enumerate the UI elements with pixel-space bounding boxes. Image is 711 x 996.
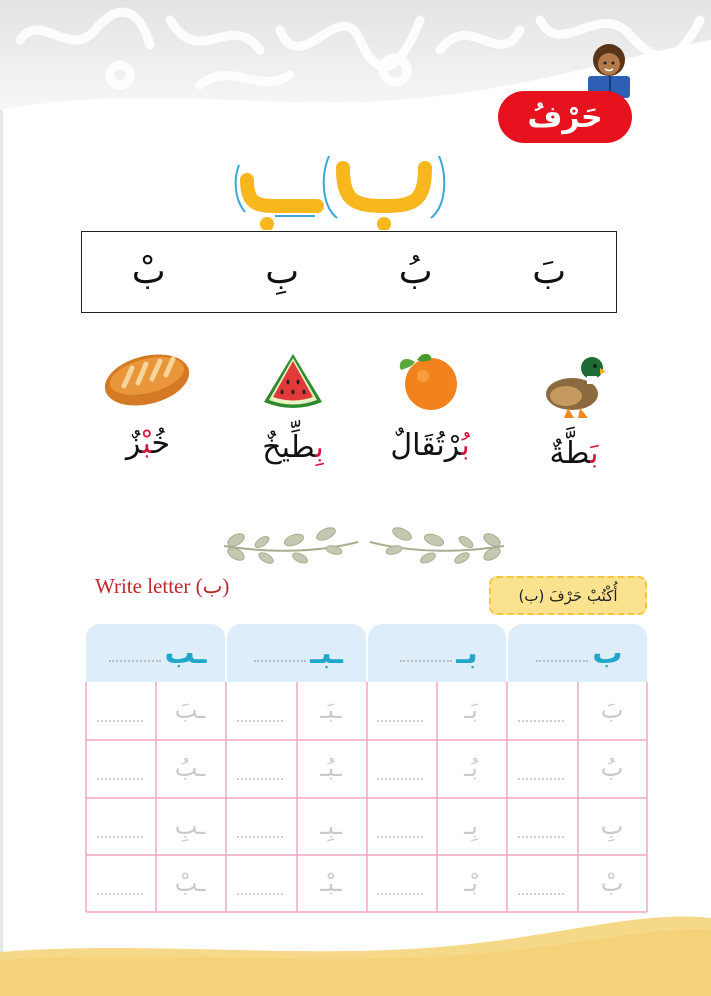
vowel-fatha: بَ bbox=[532, 251, 567, 292]
write-letter-instruction: Write letter (ب) bbox=[95, 574, 230, 598]
vowel-sukun: بْ bbox=[131, 251, 166, 292]
write-line[interactable] bbox=[518, 893, 564, 895]
vowel-kasra: بِ bbox=[265, 251, 300, 292]
trace-cell: ـبَ bbox=[174, 696, 206, 724]
trace-cell: بِ bbox=[600, 812, 624, 840]
vowel-box bbox=[81, 231, 617, 313]
write-line[interactable] bbox=[237, 720, 283, 722]
trace-cell: ـبَـ bbox=[320, 696, 342, 724]
vowel-damma: بُ bbox=[398, 251, 433, 292]
trace-cell: ـبُـ bbox=[320, 754, 342, 782]
orange-icon bbox=[395, 350, 461, 412]
write-line[interactable] bbox=[97, 836, 143, 838]
trace-cell: بْ bbox=[600, 869, 624, 897]
word-bread: خُبْزٌ bbox=[125, 426, 171, 461]
leaf-divider bbox=[222, 518, 506, 574]
write-line[interactable] bbox=[97, 893, 143, 895]
write-letter-arabic-label: أُكْتُبْ حَرْفَ (ب) bbox=[489, 576, 647, 615]
trace-cell: بُ bbox=[600, 754, 624, 782]
trace-cell: بُـ bbox=[464, 754, 478, 782]
trace-cell: ـبُ bbox=[174, 754, 206, 782]
write-line[interactable] bbox=[518, 836, 564, 838]
trace-cell: بَـ bbox=[464, 696, 478, 724]
trace-cell: بِـ bbox=[464, 812, 478, 840]
word-duck: بَطَّةٌ bbox=[549, 436, 599, 471]
write-line[interactable] bbox=[237, 893, 283, 895]
trace-cell: ـبِ bbox=[174, 812, 206, 840]
write-line[interactable] bbox=[377, 720, 423, 722]
word-orange: بُرْتُقَالٌ bbox=[390, 428, 470, 463]
trace-cell: بَ bbox=[600, 696, 624, 724]
trace-cell: بْـ bbox=[464, 869, 478, 897]
col-head-medial: ـبـ bbox=[227, 624, 366, 682]
write-line[interactable] bbox=[237, 778, 283, 780]
write-line[interactable] bbox=[97, 778, 143, 780]
write-line[interactable] bbox=[237, 836, 283, 838]
col-head-final: ـب bbox=[86, 624, 225, 682]
write-line[interactable] bbox=[377, 778, 423, 780]
trace-cell: ـبْ bbox=[174, 869, 206, 897]
letter-badge: حَرْفُ bbox=[498, 91, 632, 143]
writing-grid bbox=[85, 624, 648, 914]
write-line[interactable] bbox=[518, 720, 564, 722]
bottom-wave bbox=[0, 900, 711, 996]
page-edge bbox=[0, 0, 3, 996]
write-line[interactable] bbox=[377, 836, 423, 838]
duck-icon bbox=[542, 350, 606, 420]
write-line[interactable] bbox=[97, 720, 143, 722]
bread-icon bbox=[102, 350, 192, 408]
trace-cell: ـبْـ bbox=[320, 869, 342, 897]
write-line[interactable] bbox=[377, 893, 423, 895]
write-line[interactable] bbox=[518, 778, 564, 780]
big-letter-forms bbox=[225, 120, 455, 230]
col-head-initial: بـ bbox=[368, 624, 506, 682]
word-watermelon: بِطِّيخٌ bbox=[262, 430, 324, 465]
col-head-isolated: ب bbox=[508, 624, 647, 682]
trace-cell: ـبِـ bbox=[320, 812, 342, 840]
watermelon-icon bbox=[262, 352, 324, 410]
